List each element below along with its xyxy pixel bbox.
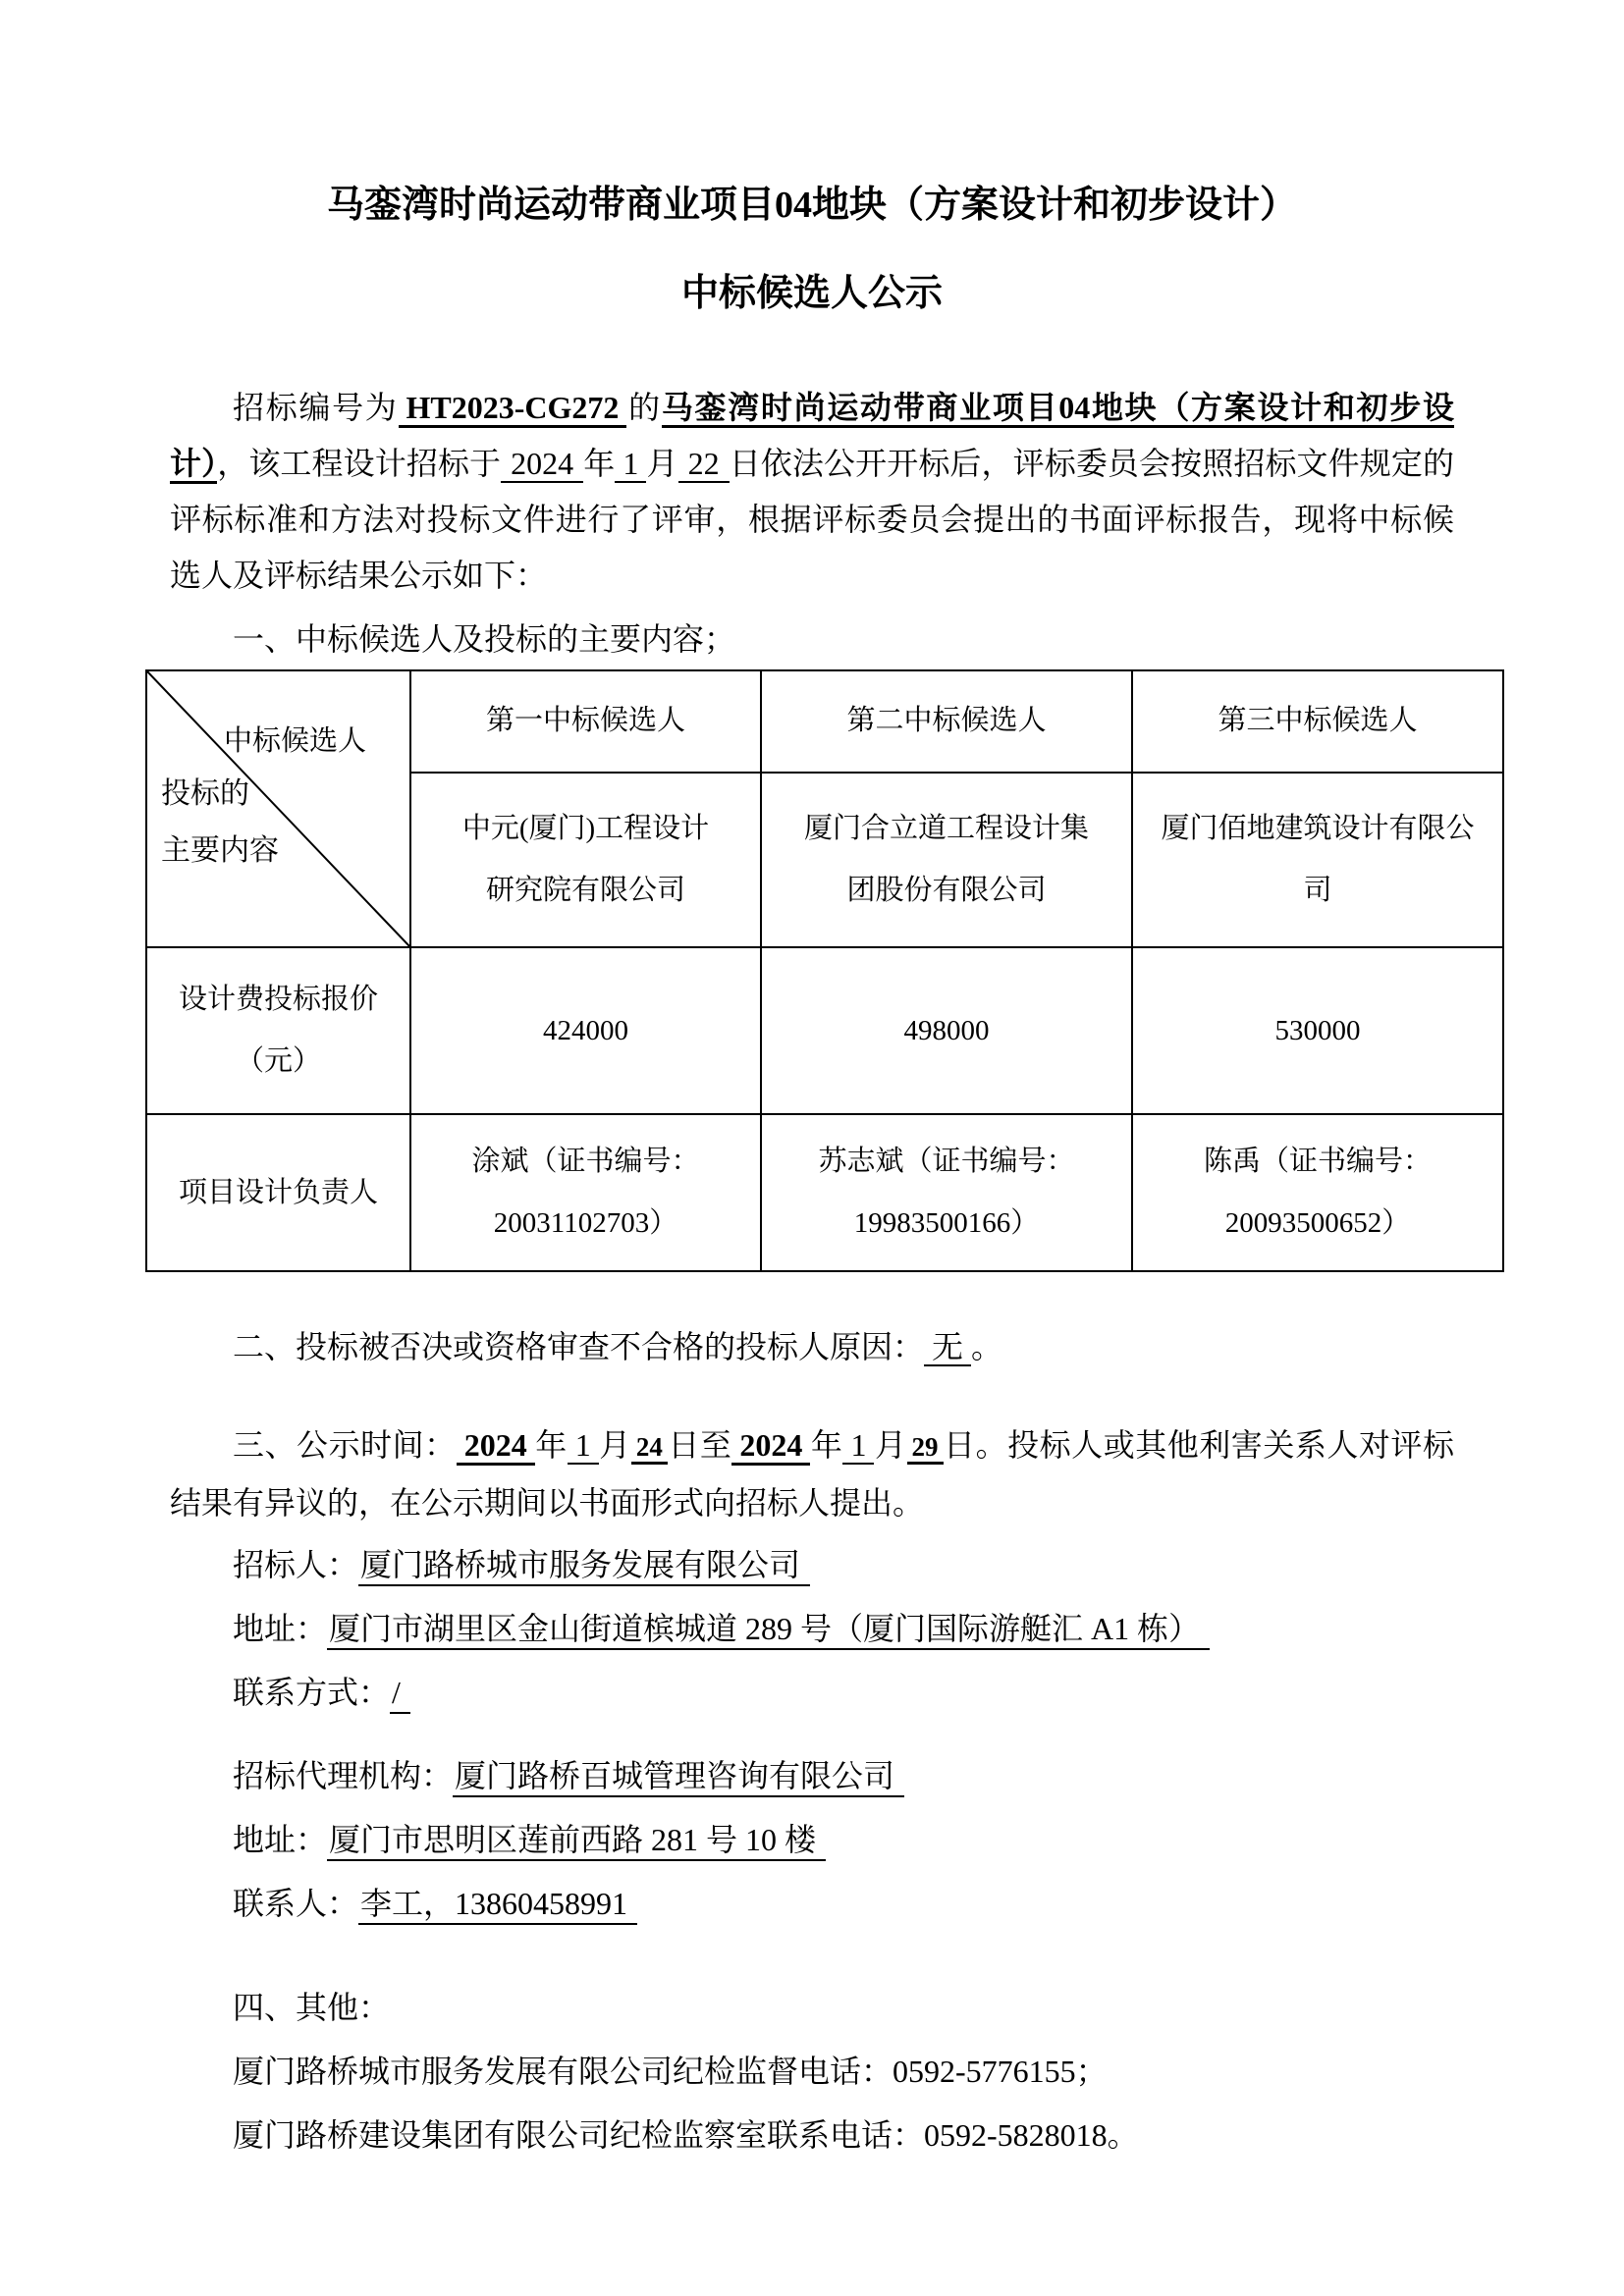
- rejection-reason-value: 无: [924, 1329, 971, 1366]
- agency-name-value: 厦门路桥百城管理咨询有限公司: [453, 1758, 904, 1797]
- column-header-third: 第三中标候选人: [1132, 670, 1503, 773]
- tenderer-name-label: 招标人：: [233, 1547, 359, 1582]
- agency-address-line: [170, 1808, 1454, 1872]
- section-1-heading: 一、中标候选人及投标的主要内容；: [233, 621, 736, 657]
- price-cell: 498000: [761, 947, 1132, 1114]
- month-char: 月: [598, 1427, 631, 1463]
- tenderer-address-value: 厦门市湖里区金山街道槟城道 289 号（厦门国际游艇汇 A1 栋）: [327, 1611, 1210, 1650]
- intro-of: 的: [626, 390, 662, 425]
- section-4-heading: 四、其他：: [233, 1990, 391, 2025]
- company-cell: [1132, 773, 1503, 947]
- company-line: 司: [1303, 874, 1332, 906]
- company-cell: [761, 773, 1132, 947]
- tenderer-name-value: 厦门路桥城市服务发展有限公司: [358, 1547, 810, 1586]
- year-char: 年: [810, 1427, 843, 1463]
- column-header-second: 第二中标候选人: [761, 670, 1132, 773]
- tenderer-block: [170, 1533, 1454, 1725]
- supervision-phone-line-1: 厦门路桥城市服务发展有限公司纪检监督电话：0592-5776155；: [233, 2054, 1108, 2089]
- publicity-end-year: 2024: [731, 1427, 810, 1466]
- intro-month-char: 月: [646, 446, 678, 481]
- candidates-table: [145, 669, 1504, 1272]
- section-4-body: [170, 2040, 1454, 2167]
- company-line: 厦门佰地建筑设计有限公: [1161, 812, 1475, 844]
- company-line: 团股份有限公司: [846, 874, 1047, 906]
- manager-cert-line: 20031102703）: [493, 1207, 678, 1239]
- table-header-row: [146, 670, 1503, 773]
- agency-contact-line: [170, 1872, 1454, 1936]
- section-3-paragraph: [170, 1417, 1454, 1531]
- company-line: 厦门合立道工程设计集: [803, 812, 1089, 844]
- manager-cell: [761, 1114, 1132, 1271]
- page-title: 马銮湾时尚运动带商业项目04地块（方案设计和初步设计）: [326, 185, 1297, 226]
- company-line: 研究院有限公司: [485, 874, 685, 906]
- rejection-reason-label: 二、投标被否决或资格审查不合格的投标人原因：: [233, 1329, 925, 1364]
- corner-label-line1: 投标的: [161, 777, 249, 810]
- publicity-end-month: 1: [842, 1427, 874, 1465]
- opening-year: 2024: [501, 446, 583, 483]
- intro-prefix: 招标编号为: [233, 390, 399, 425]
- manager-row-label: 项目设计负责人: [146, 1114, 410, 1271]
- opening-month: 1: [615, 446, 646, 483]
- price-cell: 424000: [410, 947, 761, 1114]
- section-2-line: [170, 1319, 1454, 1375]
- tenderer-contact-value: /: [390, 1675, 410, 1714]
- corner-cell: [146, 670, 410, 947]
- corner-label-candidates: 中标候选人: [224, 725, 367, 757]
- price-cell: 530000: [1132, 947, 1503, 1114]
- publicity-start-month: 1: [568, 1427, 599, 1465]
- agency-block: [170, 1744, 1454, 1936]
- opening-day: 22: [678, 446, 730, 483]
- company-line: 中元(厦门)工程设计: [461, 812, 710, 844]
- tenderer-address-label: 地址：: [233, 1611, 328, 1646]
- manager-name-line: 涂斌（证书编号：: [471, 1146, 700, 1177]
- table-price-row: [146, 947, 1503, 1114]
- manager-cell: [1132, 1114, 1503, 1271]
- price-row-label: [146, 947, 410, 1114]
- agency-name-label: 招标代理机构：: [233, 1758, 454, 1793]
- intro-tail: 日依法公开开标后，评标委员会按照招标文件规定的评标标准和方法对投标文件进行了评审，根据评标委员会提出的书面评标报告，现将中标候选人及评标结果公示如下：: [170, 446, 1454, 593]
- publicity-period-label: 三、公示时间：: [233, 1427, 457, 1463]
- month-char: 月: [874, 1427, 907, 1463]
- manager-cell: [410, 1114, 761, 1271]
- corner-label-bid-content: [161, 766, 279, 880]
- year-char: 年: [534, 1427, 568, 1463]
- tenderer-address-line: [170, 1597, 1454, 1661]
- page-subtitle: 中标候选人公示: [680, 273, 943, 314]
- bid-number: HT2023-CG272: [399, 390, 627, 428]
- corner-label-line2: 主要内容: [161, 834, 279, 867]
- publicity-start-year: 2024: [457, 1427, 535, 1466]
- agency-name-line: [170, 1744, 1454, 1808]
- agency-address-label: 地址：: [233, 1822, 328, 1857]
- intro-year-char: 年: [583, 446, 616, 481]
- to-char: 日至: [667, 1427, 732, 1463]
- manager-cert-line: 20093500652）: [1224, 1207, 1411, 1239]
- tenderer-contact-line: [170, 1661, 1454, 1725]
- tenderer-name-line: [170, 1533, 1454, 1597]
- column-header-first: 第一中标候选人: [410, 670, 761, 773]
- intro-paragraph: [170, 380, 1454, 604]
- agency-contact-label: 联系人：: [233, 1886, 359, 1921]
- tenderer-contact-label: 联系方式：: [233, 1675, 391, 1710]
- table-manager-row: [146, 1114, 1503, 1271]
- agency-contact-value: 李工，13860458991: [358, 1886, 637, 1925]
- manager-name-line: 陈禹（证书编号：: [1203, 1146, 1432, 1177]
- manager-name-line: 苏志斌（证书编号：: [818, 1146, 1075, 1177]
- publicity-start-day: 24: [631, 1432, 668, 1465]
- publicity-tail: 日。投标人或其他利害关系人对评标结果有异议的，在公示期间以书面形式向招标人提出。: [170, 1427, 1454, 1521]
- project-name: 马銮湾时尚运动带商业项目04地块（方案设计和初步设计）: [170, 390, 1454, 484]
- rejection-reason-period: 。: [971, 1329, 1003, 1364]
- price-label-line1: 设计费投标报价: [178, 984, 378, 1015]
- intro-mid: ，该工程设计招标于: [217, 446, 502, 481]
- supervision-phone-line-2: 厦门路桥建设集团有限公司纪检监察室联系电话：0592-5828018。: [233, 2117, 1139, 2153]
- manager-cert-line: 19983500166）: [853, 1207, 1040, 1239]
- company-cell: [410, 773, 761, 947]
- price-label-line2: （元）: [235, 1045, 321, 1077]
- publicity-end-day: 29: [907, 1432, 944, 1465]
- agency-address-value: 厦门市思明区莲前西路 281 号 10 楼: [327, 1822, 826, 1861]
